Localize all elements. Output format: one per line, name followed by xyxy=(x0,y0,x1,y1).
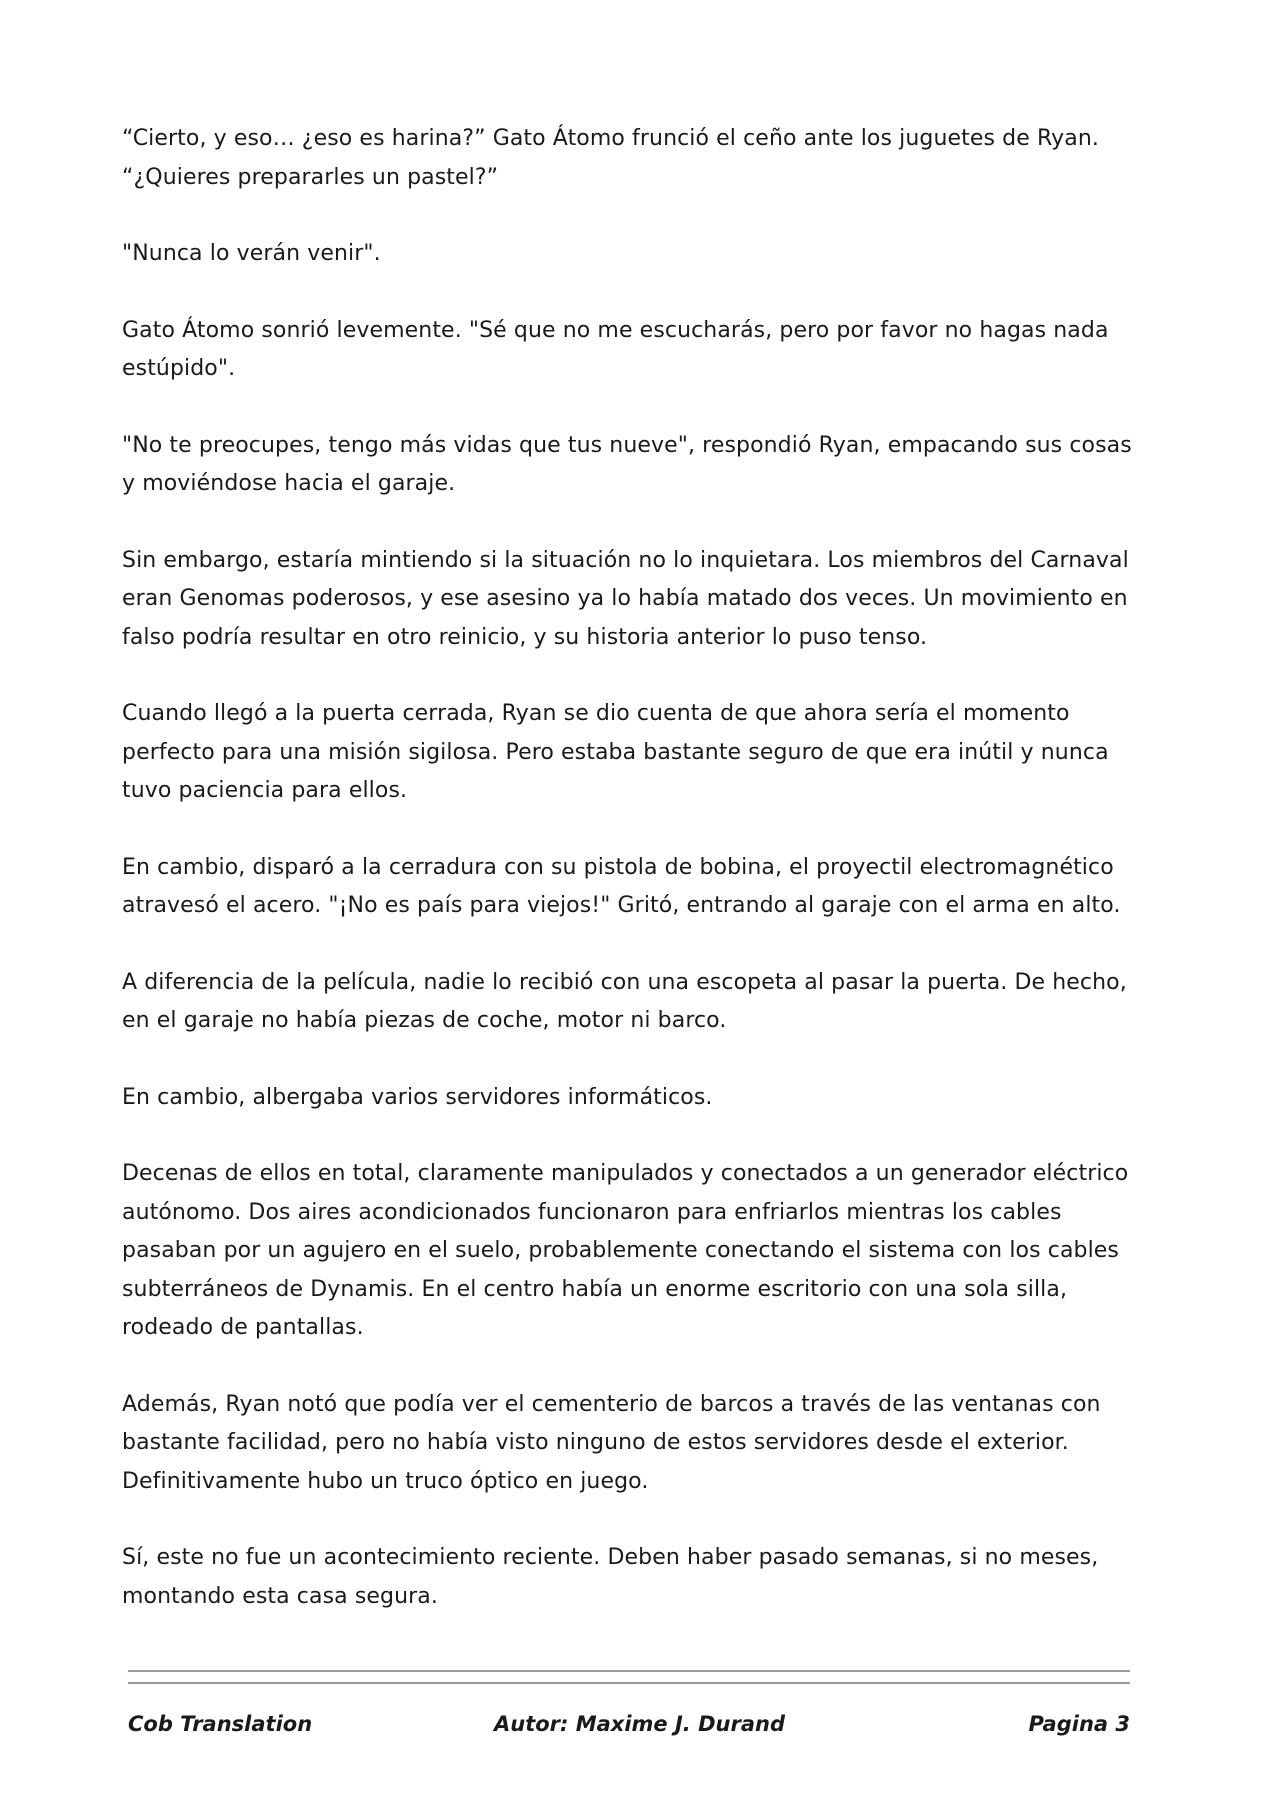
footer-translator: Cob Translation xyxy=(128,1712,313,1736)
paragraph-9: En cambio, albergaba varios servidores informáticos. xyxy=(122,1084,713,1110)
paragraph-2: "Nunca lo verán venir". xyxy=(122,241,381,266)
page-footer xyxy=(128,1712,1130,1746)
paragraph-12: Sí, este no fue un acontecimiento reciente. Deben haber pasado semanas, si no meses, montando esta casa segura. xyxy=(122,1545,1099,1609)
paragraph-11: Además, Ryan notó que podía ver el cementerio de barcos a través de las ventanas con bastante facilidad, pero no había visto ninguno de estos servidores desde el exterior. Definitivamente hubo un truco óptico en juego. xyxy=(122,1391,1101,1494)
footer-divider-top xyxy=(128,1670,1130,1672)
paragraph-5: Sin embargo, estaría mintiendo si la situación no lo inquietara. Los miembros del Carnaval eran Genomas poderosos, y ese asesino ya lo había matado dos veces. Un movimiento en falso podría resultar en otro reinicio, y su historia anterior lo puso tenso. xyxy=(122,547,1129,650)
paragraph-4: "No te preocupes, tengo más vidas que tus nueve", respondió Ryan, empacando sus cosas y moviéndose hacia el garaje. xyxy=(122,432,1132,496)
paragraph-7: En cambio, disparó a la cerradura con su pistola de bobina, el proyectil electromagnético atravesó el acero. "¡No es país para viejos!" Gritó, entrando al garaje con el arma en alto. xyxy=(122,854,1121,918)
footer-divider-bottom xyxy=(128,1682,1130,1684)
paragraph-8: A diferencia de la película, nadie lo recibió con una escopeta al pasar la puerta. De hecho, en el garaje no había piezas de coche, motor ni barco. xyxy=(122,969,1127,1033)
paragraph-3: Gato Átomo sonrió levemente. "Sé que no me escucharás, pero por favor no hagas nada estúpido". xyxy=(122,317,1109,381)
paragraph-10: Decenas de ellos en total, claramente manipulados y conectados a un generador eléctrico autónomo. Dos aires acondicionados funcionaron para enfriarlos mientras los cables pasaban por un agujero en el suelo, probablemente conectando el sistema con los cables subterráneos de Dynamis. En el centro había un enorme escritorio con una sola silla, rodeado de pantallas. xyxy=(122,1161,1129,1340)
paragraph-1: “Cierto, y eso… ¿eso es harina?” Gato Átomo frunció el ceño ante los juguetes de Ryan. “¿Quieres prepararles un pastel?” xyxy=(122,126,1099,190)
footer-author: Autor: Maxime J. Durand xyxy=(494,1712,785,1736)
paragraph-6: Cuando llegó a la puerta cerrada, Ryan se dio cuenta de que ahora sería el momento perfecto para una misión sigilosa. Pero estaba bastante seguro de que era inútil y nunca tuvo paciencia para ellos. xyxy=(122,701,1109,803)
footer-page-number: Pagina 3 xyxy=(1028,1712,1130,1736)
body-text xyxy=(122,120,1132,1654)
